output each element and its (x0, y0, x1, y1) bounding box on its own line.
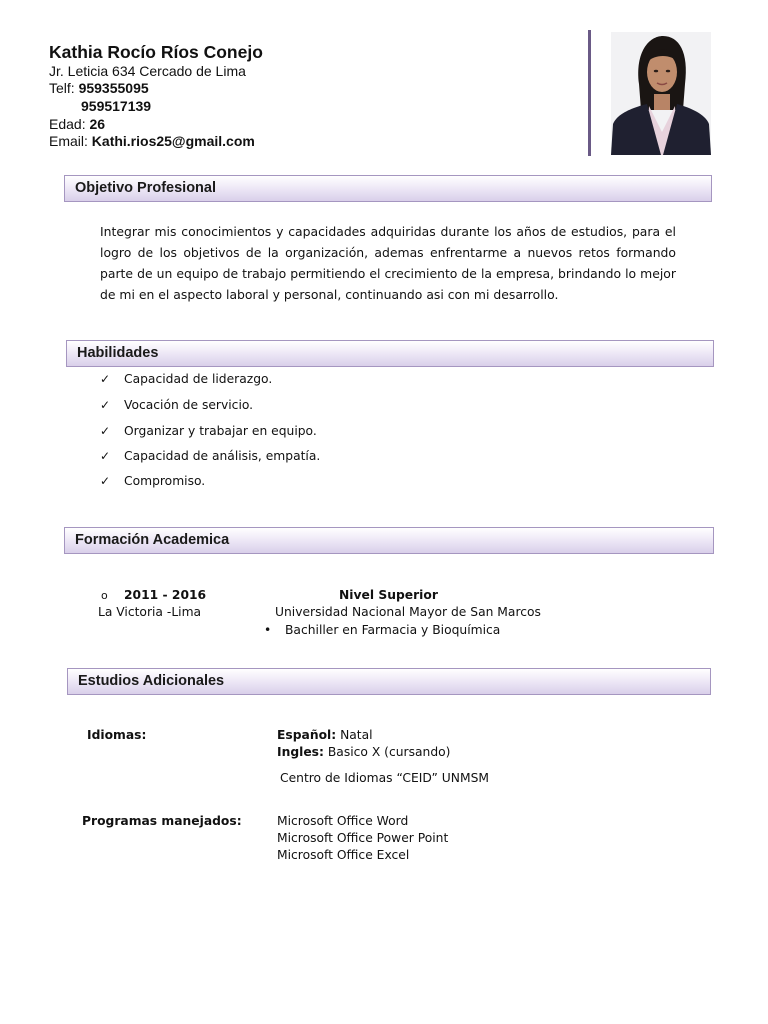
language-english: Ingles: Basico X (cursando) (277, 745, 451, 759)
objective-text: Integrar mis conocimientos y capacidades adquiridas durante los años de estudios, para el logro de los objetivos de la organización, ademas enfrentarme a nuevos retos formando parte de un equipo de trabajo permitiendo el crecimiento de la empresa, brindando lo mejor de mi en el aspecto laboral y personal, continuando asi con mi desarrollo. (100, 224, 676, 302)
skill-item (100, 398, 253, 412)
section-title: Formación Academica (75, 532, 230, 548)
phone-primary: 959355095 (78, 80, 149, 96)
portrait-image (611, 32, 711, 155)
education-years: 2011 - 2016 (124, 588, 207, 602)
education-institution: Universidad Nacional Mayor de San Marcos (275, 605, 541, 619)
skill-label: Compromiso. (124, 474, 206, 488)
circle-bullet-icon: o (101, 589, 108, 602)
check-icon: ✓ (100, 474, 111, 488)
age-label: Edad: (49, 116, 86, 132)
skill-label: Vocación de servicio. (124, 398, 254, 412)
language-spanish: Español: Natal (277, 728, 373, 742)
address: Jr. Leticia 634 Cercado de Lima (49, 63, 246, 79)
program-item: Microsoft Office Power Point (277, 831, 449, 845)
skill-label: Capacidad de análisis, empatía. (124, 449, 321, 463)
check-icon: ✓ (100, 424, 111, 438)
education-level: Nivel Superior (339, 588, 438, 602)
bullet-icon: • (264, 623, 272, 637)
program-item: Microsoft Office Word (277, 814, 409, 828)
section-title: Objetivo Profesional (75, 180, 216, 196)
programs-label: Programas manejados: (82, 814, 242, 828)
candidate-name: Kathia Rocío Ríos Conejo (49, 42, 263, 62)
skill-item (100, 474, 205, 488)
section-header-objective (64, 175, 712, 202)
skill-label: Organizar y trabajar en equipo. (124, 424, 317, 438)
skill-item (100, 372, 272, 386)
section-header-skills (66, 340, 714, 367)
check-icon: ✓ (100, 398, 111, 412)
phone-secondary: 959517139 (81, 98, 152, 114)
section-title: Habilidades (77, 345, 159, 361)
language-center: Centro de Idiomas “CEID” UNMSM (280, 771, 490, 785)
phone-line-2 (81, 98, 151, 114)
age-line (49, 116, 105, 132)
skill-item (100, 424, 317, 438)
email-value: Kathi.rios25@gmail.com (91, 133, 255, 149)
email-line (49, 133, 255, 149)
section-header-additional (67, 668, 711, 695)
section-header-education (64, 527, 714, 554)
check-icon: ✓ (100, 372, 111, 386)
languages-label: Idiomas: (87, 728, 147, 742)
header-divider (588, 30, 591, 156)
skill-item (100, 449, 320, 463)
education-degree: Bachiller en Farmacia y Bioquímica (285, 623, 501, 637)
skill-label: Capacidad de liderazgo. (124, 372, 273, 386)
email-label: Email: (49, 133, 88, 149)
program-item: Microsoft Office Excel (277, 848, 410, 862)
section-title: Estudios Adicionales (78, 673, 225, 689)
phone-label: Telf: (49, 80, 75, 96)
profile-photo (611, 32, 711, 155)
age-value: 26 (89, 116, 106, 132)
phone-line (49, 80, 149, 96)
education-location: La Victoria -Lima (98, 605, 202, 619)
check-icon: ✓ (100, 449, 111, 463)
